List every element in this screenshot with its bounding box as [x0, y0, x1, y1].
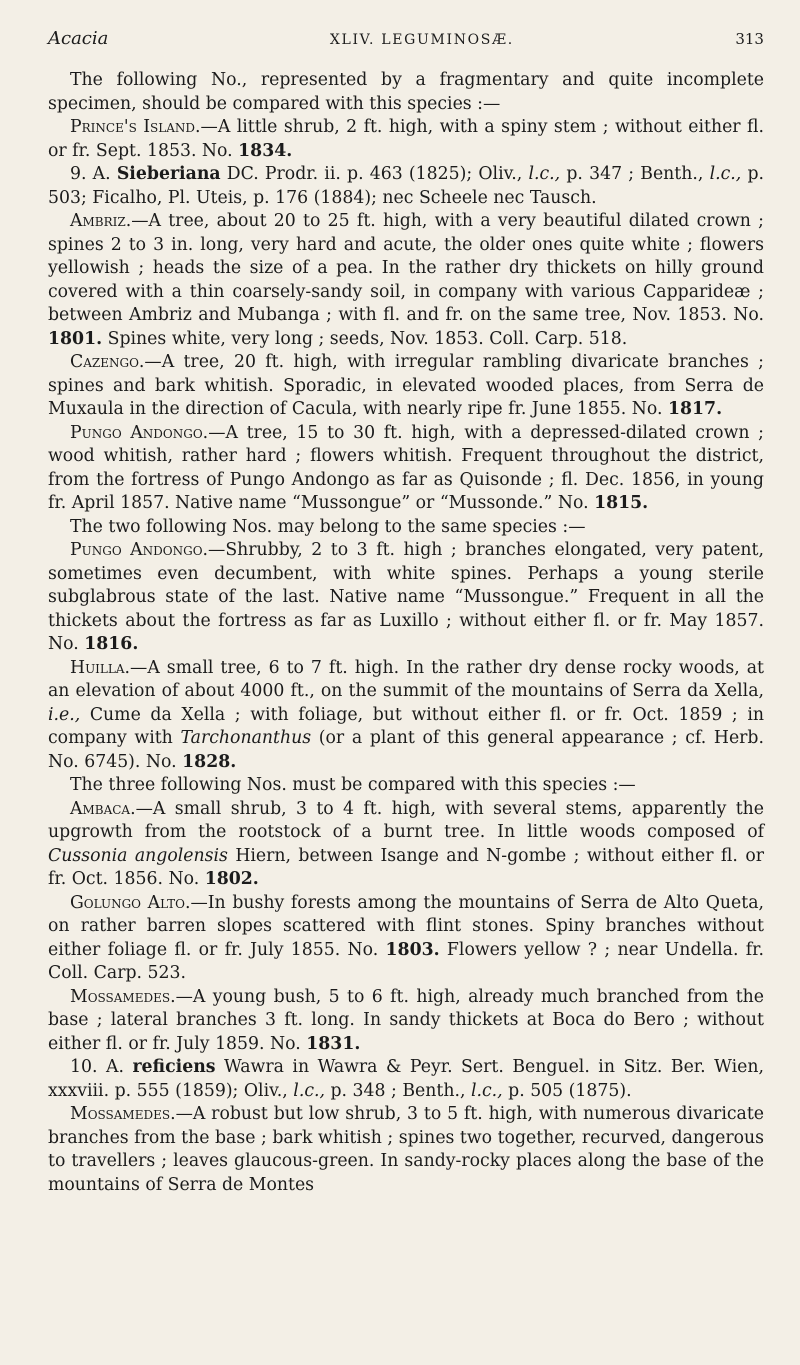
- locality-name: Mossamedes.: [70, 986, 176, 1007]
- species-name: Sieberiana: [116, 164, 221, 184]
- locality-name: Pungo Andongo.: [70, 540, 209, 560]
- herbarium-number: 1834.: [238, 140, 293, 161]
- locality-name: Cazengo.: [70, 352, 145, 372]
- herbarium-number: 1817.: [667, 399, 723, 419]
- page-body: [48, 69, 764, 1197]
- herbarium-number: 1816.: [84, 634, 139, 654]
- page-number: 313: [735, 30, 764, 48]
- herbarium-number: 1815.: [594, 493, 649, 513]
- herbarium-number: 1802.: [204, 869, 259, 889]
- intro-note: The three following Nos. must be compared with this species :—: [70, 775, 636, 795]
- locality-name: Mossamedes.: [70, 1104, 176, 1124]
- species-number: 10. A.: [70, 1057, 124, 1077]
- taxon-name: Tarchonanthus: [180, 728, 312, 748]
- intro-note: The two following Nos. may belong to the same species :—: [70, 516, 586, 537]
- species-number: 9. A.: [70, 164, 111, 184]
- herbarium-number: 1801.: [48, 328, 103, 349]
- locality-name: Pungo Andongo.: [70, 422, 209, 443]
- herbarium-number: 1828.: [182, 751, 237, 772]
- locality-entry: Ambaca.—A small shrub, 3 to 4 ft. high, with several stems, apparently the upgrowth from the rootstock of a burnt tree. In little woods composed of Cussonia angolensis Hiern, between Isange and N-gombe ; without either fl. or fr. Oct. 1856. No. 1802.: [48, 798, 764, 889]
- locality-entry: Pungo Andongo.—A tree, 15 to 30 ft. high, with a depressed-dilated crown ; wood whitish, rather hard ; flowers whitish. Frequent throughout the district, from the fortress of Pungo Andongo as far as Quisonde ; fl. Dec. 1856, in young fr. April 1857. Native name “Mussongue” or “Mussonde.” No. 1815.: [48, 422, 764, 513]
- locality-name: Ambriz.: [70, 211, 132, 231]
- chapter-title: XLIV. LEGUMINOSÆ.: [329, 32, 514, 48]
- locality-name: Huilla.: [70, 657, 131, 678]
- locality-name: Ambaca.: [70, 798, 136, 819]
- locality-entry: Ambriz.—A tree, about 20 to 25 ft. high, with a very beautiful dilated crown ; spines 2 to 3 in. long, very hard and acute, the older ones quite white ; flowers yellowish ; heads the size of a pea. In the rather dry thickets on hilly ground covered with a thin coarsely-sandy soil, in company with various Capparideæ ; between Ambriz and Mubanga ; with fl. and fr. on the same tree, Nov. 1853. No. 1801. Spines white, very long ; seeds, Nov. 1853. Coll. Carp. 518.: [48, 211, 764, 349]
- genus-header: Acacia: [48, 28, 109, 49]
- herbarium-number: 1831.: [306, 1033, 361, 1054]
- locality-entry: Mossamedes.—A young bush, 5 to 6 ft. high, already much branched from the base ; lateral branches 3 ft. long. In sandy thickets at Boca do Bero ; without either fl. or fr. July 1859. No. 1831.: [48, 986, 764, 1054]
- locality-entry: Mossamedes.—A robust but low shrub, 3 to 5 ft. high, with numerous divaricate branches from the base ; bark whitish ; spines two together, recurved, dangerous to travellers ; leaves glaucous-green. In sandy-rocky places along the base of the mountains of Serra de Montes: [48, 1104, 764, 1195]
- species-heading: 10. A. reficiens Wawra in Wawra & Peyr. Sert. Benguel. in Sitz. Ber. Wien, xxxviii. p. 555 (1859); Oliv., l.c., p. 348 ; Benth., l.c., p. 505 (1875).: [48, 1057, 764, 1101]
- taxon-name: Cussonia angolensis: [48, 845, 228, 866]
- locality-entry: Prince's Island.—A little shrub, 2 ft. high, with a spiny stem ; without either fl. or fr. Sept. 1853. No. 1834.: [48, 117, 764, 161]
- locality-entry: Pungo Andongo.—Shrubby, 2 to 3 ft. high ; branches elongated, very patent, sometimes even decumbent, with white spines. Perhaps a young sterile subglabrous state of the last. Native name “Mussongue.” Frequent in all the thickets about the fortress as far as Luxillo ; without either fl. or fr. May 1857. No. 1816.: [48, 540, 764, 654]
- locality-entry: Golungo Alto.—In bushy forests among the mountains of Serra de Alto Queta, on rather barren slopes scattered with flint stones. Spiny branches without either foliage fl. or fr. July 1855. No. 1803. Flowers yellow ? ; near Undella. fr. Coll. Carp. 523.: [48, 892, 765, 983]
- locality-name: Prince's Island.: [70, 117, 201, 137]
- species-heading: 9. A. Sieberiana DC. Prodr. ii. p. 463 (1825); Oliv., l.c., p. 347 ; Benth., l.c., p. 503; Ficalho, Pl. Uteis, p. 176 (1884); nec Scheele nec Tausch.: [48, 164, 764, 208]
- intro-note: The following No., represented by a fragmentary and quite incomplete specimen, should be compared with this species :—: [48, 70, 764, 114]
- locality-name: Golungo Alto.: [70, 892, 191, 913]
- locality-entry: Huilla.—A small tree, 6 to 7 ft. high. In the rather dry dense rocky woods, at an elevation of about 4000 ft., on the summit of the mountains of Serra da Xella, i.e., Cume da Xella ; with foliage, but without either fl. or fr. Oct. 1859 ; in company with Tarchonanthus (or a plant of this general appearance ; cf. Herb. No. 6745). No. 1828.: [48, 657, 764, 772]
- species-name: reficiens: [132, 1057, 216, 1077]
- herbarium-number: 1803.: [385, 939, 440, 960]
- running-head: [48, 28, 764, 49]
- locality-entry: Cazengo.—A tree, 20 ft. high, with irregular rambling divaricate branches ; spines and bark whitish. Sporadic, in elevated wooded places, from Serra de Muxaula in the direction of Cacula, with nearly ripe fr. June 1855. No. 1817.: [48, 352, 764, 419]
